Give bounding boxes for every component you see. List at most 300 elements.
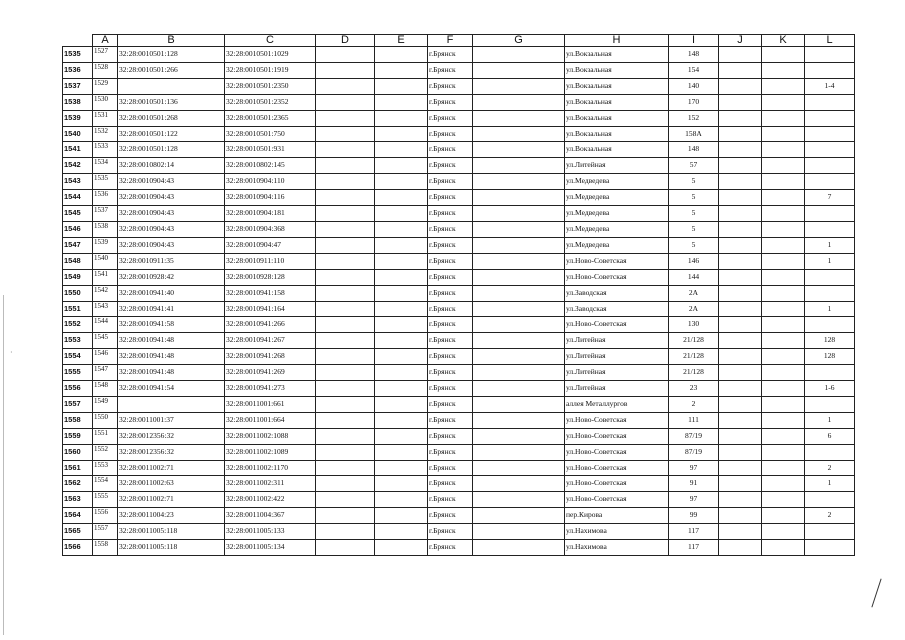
cell-c-cadastral-number[interactable]: 32:28:0011005:134 xyxy=(225,540,316,556)
cell-c-cadastral-number[interactable]: 32:28:0010501:750 xyxy=(225,126,316,142)
cell-i-house-number[interactable]: 99 xyxy=(669,508,719,524)
column-header-c[interactable]: C xyxy=(225,35,316,47)
cell-g[interactable] xyxy=(473,333,565,349)
cell-l-apartment[interactable] xyxy=(805,158,855,174)
cell-l-apartment[interactable] xyxy=(805,540,855,556)
cell-a[interactable]: 1544 xyxy=(93,317,118,333)
cell-k[interactable] xyxy=(762,253,805,269)
cell-f-city[interactable]: г.Брянск xyxy=(428,508,473,524)
cell-f-city[interactable]: г.Брянск xyxy=(428,126,473,142)
cell-e[interactable] xyxy=(375,237,428,253)
cell-e[interactable] xyxy=(375,444,428,460)
cell-b-cadastral-number[interactable]: 32:28:0010904:43 xyxy=(118,206,225,222)
cell-i-house-number[interactable]: 97 xyxy=(669,492,719,508)
cell-c-cadastral-number[interactable]: 32:28:0010904:368 xyxy=(225,221,316,237)
cell-d[interactable] xyxy=(316,142,375,158)
row-header[interactable]: 1548 xyxy=(63,253,93,269)
cell-i-house-number[interactable]: 154 xyxy=(669,62,719,78)
cell-b-cadastral-number[interactable]: 32:28:0011002:63 xyxy=(118,476,225,492)
cell-f-city[interactable]: г.Брянск xyxy=(428,349,473,365)
cell-i-house-number[interactable]: 5 xyxy=(669,221,719,237)
cell-k[interactable] xyxy=(762,508,805,524)
cell-a[interactable]: 1531 xyxy=(93,110,118,126)
cell-i-house-number[interactable]: 148 xyxy=(669,47,719,63)
cell-k[interactable] xyxy=(762,206,805,222)
cell-i-house-number[interactable]: 144 xyxy=(669,269,719,285)
cell-h-street[interactable]: ул.Медведева xyxy=(565,221,669,237)
row-header[interactable]: 1547 xyxy=(63,237,93,253)
cell-l-apartment[interactable] xyxy=(805,492,855,508)
cell-h-street[interactable]: ул.Вокзальная xyxy=(565,94,669,110)
cell-c-cadastral-number[interactable]: 32:28:0010941:268 xyxy=(225,349,316,365)
cell-d[interactable] xyxy=(316,365,375,381)
cell-c-cadastral-number[interactable]: 32:28:0010941:267 xyxy=(225,333,316,349)
cell-e[interactable] xyxy=(375,269,428,285)
cell-l-apartment[interactable]: 1 xyxy=(805,253,855,269)
cell-h-street[interactable]: ул.Медведева xyxy=(565,206,669,222)
cell-k[interactable] xyxy=(762,190,805,206)
cell-b-cadastral-number[interactable]: 32:28:0011005:118 xyxy=(118,524,225,540)
cell-k[interactable] xyxy=(762,221,805,237)
cell-j[interactable] xyxy=(719,94,762,110)
cell-e[interactable] xyxy=(375,110,428,126)
cell-l-apartment[interactable]: 128 xyxy=(805,349,855,365)
cell-g[interactable] xyxy=(473,269,565,285)
cell-d[interactable] xyxy=(316,540,375,556)
cell-d[interactable] xyxy=(316,237,375,253)
cell-i-house-number[interactable]: 5 xyxy=(669,190,719,206)
cell-e[interactable] xyxy=(375,524,428,540)
row-header[interactable]: 1549 xyxy=(63,269,93,285)
cell-d[interactable] xyxy=(316,269,375,285)
cell-g[interactable] xyxy=(473,285,565,301)
cell-b-cadastral-number[interactable]: 32:28:0010941:40 xyxy=(118,285,225,301)
cell-e[interactable] xyxy=(375,301,428,317)
cell-l-apartment[interactable]: 2 xyxy=(805,508,855,524)
cell-b-cadastral-number[interactable]: 32:28:0011001:37 xyxy=(118,412,225,428)
cell-j[interactable] xyxy=(719,508,762,524)
cell-f-city[interactable]: г.Брянск xyxy=(428,206,473,222)
cell-l-apartment[interactable] xyxy=(805,317,855,333)
cell-f-city[interactable]: г.Брянск xyxy=(428,269,473,285)
cell-a[interactable]: 1532 xyxy=(93,126,118,142)
cell-a[interactable]: 1538 xyxy=(93,221,118,237)
cell-e[interactable] xyxy=(375,94,428,110)
cell-j[interactable] xyxy=(719,381,762,397)
cell-e[interactable] xyxy=(375,174,428,190)
cell-j[interactable] xyxy=(719,460,762,476)
cell-a[interactable]: 1534 xyxy=(93,158,118,174)
cell-e[interactable] xyxy=(375,221,428,237)
row-header[interactable]: 1554 xyxy=(63,349,93,365)
cell-k[interactable] xyxy=(762,78,805,94)
column-header-j[interactable]: J xyxy=(719,35,762,47)
column-header-a[interactable]: A xyxy=(93,35,118,47)
cell-g[interactable] xyxy=(473,62,565,78)
column-header-h[interactable]: H xyxy=(565,35,669,47)
cell-g[interactable] xyxy=(473,190,565,206)
cell-b-cadastral-number[interactable]: 32:28:0010941:48 xyxy=(118,349,225,365)
column-header-k[interactable]: K xyxy=(762,35,805,47)
cell-a[interactable]: 1542 xyxy=(93,285,118,301)
cell-l-apartment[interactable] xyxy=(805,110,855,126)
cell-i-house-number[interactable]: 5 xyxy=(669,237,719,253)
cell-d[interactable] xyxy=(316,396,375,412)
cell-e[interactable] xyxy=(375,365,428,381)
cell-c-cadastral-number[interactable]: 32:28:0011005:133 xyxy=(225,524,316,540)
cell-k[interactable] xyxy=(762,237,805,253)
row-header[interactable]: 1558 xyxy=(63,412,93,428)
cell-i-house-number[interactable]: 2А xyxy=(669,285,719,301)
cell-g[interactable] xyxy=(473,126,565,142)
cell-j[interactable] xyxy=(719,269,762,285)
cell-g[interactable] xyxy=(473,428,565,444)
cell-a[interactable]: 1537 xyxy=(93,206,118,222)
cell-g[interactable] xyxy=(473,174,565,190)
cell-h-street[interactable]: ул.Литейная xyxy=(565,333,669,349)
cell-l-apartment[interactable] xyxy=(805,269,855,285)
cell-g[interactable] xyxy=(473,78,565,94)
cell-g[interactable] xyxy=(473,460,565,476)
cell-d[interactable] xyxy=(316,412,375,428)
cell-f-city[interactable]: г.Брянск xyxy=(428,78,473,94)
cell-h-street[interactable]: ул.Литейная xyxy=(565,349,669,365)
cell-b-cadastral-number[interactable]: 32:28:0010904:43 xyxy=(118,190,225,206)
row-header[interactable]: 1543 xyxy=(63,174,93,190)
cell-d[interactable] xyxy=(316,174,375,190)
cell-k[interactable] xyxy=(762,365,805,381)
row-header[interactable]: 1552 xyxy=(63,317,93,333)
cell-a[interactable]: 1533 xyxy=(93,142,118,158)
row-header[interactable]: 1544 xyxy=(63,190,93,206)
cell-h-street[interactable]: ул.Нахимова xyxy=(565,540,669,556)
cell-i-house-number[interactable]: 130 xyxy=(669,317,719,333)
cell-i-house-number[interactable]: 140 xyxy=(669,78,719,94)
row-header[interactable]: 1536 xyxy=(63,62,93,78)
cell-h-street[interactable]: пер.Кирова xyxy=(565,508,669,524)
cell-b-cadastral-number[interactable] xyxy=(118,78,225,94)
cell-g[interactable] xyxy=(473,110,565,126)
cell-b-cadastral-number[interactable]: 32:28:0010501:128 xyxy=(118,142,225,158)
cell-j[interactable] xyxy=(719,396,762,412)
cell-g[interactable] xyxy=(473,237,565,253)
cell-f-city[interactable]: г.Брянск xyxy=(428,444,473,460)
cell-c-cadastral-number[interactable]: 32:28:0010501:931 xyxy=(225,142,316,158)
cell-d[interactable] xyxy=(316,285,375,301)
cell-a[interactable]: 1545 xyxy=(93,333,118,349)
cell-a[interactable]: 1530 xyxy=(93,94,118,110)
cell-f-city[interactable]: г.Брянск xyxy=(428,333,473,349)
cell-h-street[interactable]: ул.Заводская xyxy=(565,301,669,317)
cell-i-house-number[interactable]: 2А xyxy=(669,301,719,317)
cell-i-house-number[interactable]: 170 xyxy=(669,94,719,110)
cell-k[interactable] xyxy=(762,142,805,158)
row-header[interactable]: 1550 xyxy=(63,285,93,301)
cell-a[interactable]: 1528 xyxy=(93,62,118,78)
cell-h-street[interactable]: ул.Литейная xyxy=(565,158,669,174)
cell-j[interactable] xyxy=(719,47,762,63)
cell-c-cadastral-number[interactable]: 32:28:0010941:158 xyxy=(225,285,316,301)
cell-b-cadastral-number[interactable]: 32:28:0010911:35 xyxy=(118,253,225,269)
cell-f-city[interactable]: г.Брянск xyxy=(428,540,473,556)
cell-b-cadastral-number[interactable]: 32:28:0010501:268 xyxy=(118,110,225,126)
cell-i-house-number[interactable]: 117 xyxy=(669,540,719,556)
cell-e[interactable] xyxy=(375,285,428,301)
cell-e[interactable] xyxy=(375,412,428,428)
cell-i-house-number[interactable]: 117 xyxy=(669,524,719,540)
cell-d[interactable] xyxy=(316,301,375,317)
cell-a[interactable]: 1543 xyxy=(93,301,118,317)
column-header-g[interactable]: G xyxy=(473,35,565,47)
cell-b-cadastral-number[interactable]: 32:28:0010941:54 xyxy=(118,381,225,397)
cell-c-cadastral-number[interactable]: 32:28:0010941:273 xyxy=(225,381,316,397)
cell-d[interactable] xyxy=(316,190,375,206)
cell-f-city[interactable]: г.Брянск xyxy=(428,412,473,428)
cell-e[interactable] xyxy=(375,381,428,397)
row-header[interactable]: 1542 xyxy=(63,158,93,174)
cell-i-house-number[interactable]: 146 xyxy=(669,253,719,269)
cell-j[interactable] xyxy=(719,62,762,78)
cell-l-apartment[interactable]: 1 xyxy=(805,476,855,492)
cell-b-cadastral-number[interactable]: 32:28:0010501:128 xyxy=(118,47,225,63)
cell-a[interactable]: 1540 xyxy=(93,253,118,269)
cell-k[interactable] xyxy=(762,492,805,508)
cell-h-street[interactable]: ул.Ново-Советская xyxy=(565,460,669,476)
cell-h-street[interactable]: ул.Вокзальная xyxy=(565,110,669,126)
cell-k[interactable] xyxy=(762,524,805,540)
cell-b-cadastral-number[interactable]: 32:28:0010941:58 xyxy=(118,317,225,333)
cell-f-city[interactable]: г.Брянск xyxy=(428,142,473,158)
cell-k[interactable] xyxy=(762,349,805,365)
cell-c-cadastral-number[interactable]: 32:28:0010501:1029 xyxy=(225,47,316,63)
cell-g[interactable] xyxy=(473,396,565,412)
cell-e[interactable] xyxy=(375,47,428,63)
cell-d[interactable] xyxy=(316,333,375,349)
cell-c-cadastral-number[interactable]: 32:28:0010501:2350 xyxy=(225,78,316,94)
cell-g[interactable] xyxy=(473,381,565,397)
cell-a[interactable]: 1536 xyxy=(93,190,118,206)
cell-f-city[interactable]: г.Брянск xyxy=(428,110,473,126)
cell-c-cadastral-number[interactable]: 32:28:0010904:116 xyxy=(225,190,316,206)
cell-e[interactable] xyxy=(375,317,428,333)
cell-i-house-number[interactable]: 158А xyxy=(669,126,719,142)
cell-f-city[interactable]: г.Брянск xyxy=(428,396,473,412)
cell-a[interactable]: 1541 xyxy=(93,269,118,285)
cell-k[interactable] xyxy=(762,47,805,63)
cell-k[interactable] xyxy=(762,428,805,444)
cell-i-house-number[interactable]: 5 xyxy=(669,174,719,190)
cell-k[interactable] xyxy=(762,62,805,78)
cell-b-cadastral-number[interactable]: 32:28:0010802:14 xyxy=(118,158,225,174)
cell-g[interactable] xyxy=(473,94,565,110)
cell-g[interactable] xyxy=(473,476,565,492)
cell-i-house-number[interactable]: 21/128 xyxy=(669,333,719,349)
cell-c-cadastral-number[interactable]: 32:28:0010911:110 xyxy=(225,253,316,269)
cell-f-city[interactable]: г.Брянск xyxy=(428,47,473,63)
cell-j[interactable] xyxy=(719,412,762,428)
row-header[interactable]: 1565 xyxy=(63,524,93,540)
cell-a[interactable]: 1553 xyxy=(93,460,118,476)
cell-a[interactable]: 1548 xyxy=(93,381,118,397)
cell-b-cadastral-number[interactable]: 32:28:0012356:32 xyxy=(118,444,225,460)
cell-c-cadastral-number[interactable]: 32:28:0011004:367 xyxy=(225,508,316,524)
cell-k[interactable] xyxy=(762,110,805,126)
cell-f-city[interactable]: г.Брянск xyxy=(428,460,473,476)
cell-k[interactable] xyxy=(762,285,805,301)
cell-k[interactable] xyxy=(762,94,805,110)
cell-k[interactable] xyxy=(762,381,805,397)
cell-g[interactable] xyxy=(473,206,565,222)
cell-i-house-number[interactable]: 111 xyxy=(669,412,719,428)
cell-h-street[interactable]: ул.Ново-Советская xyxy=(565,428,669,444)
cell-j[interactable] xyxy=(719,285,762,301)
cell-e[interactable] xyxy=(375,492,428,508)
cell-a[interactable]: 1551 xyxy=(93,428,118,444)
cell-a[interactable]: 1549 xyxy=(93,396,118,412)
cell-h-street[interactable]: ул.Ново-Советская xyxy=(565,476,669,492)
cell-e[interactable] xyxy=(375,540,428,556)
cell-a[interactable]: 1539 xyxy=(93,237,118,253)
cell-i-house-number[interactable]: 148 xyxy=(669,142,719,158)
cell-l-apartment[interactable] xyxy=(805,524,855,540)
cell-h-street[interactable]: ул.Медведева xyxy=(565,174,669,190)
cell-l-apartment[interactable]: 128 xyxy=(805,333,855,349)
cell-h-street[interactable]: ул.Вокзальная xyxy=(565,62,669,78)
cell-l-apartment[interactable] xyxy=(805,62,855,78)
row-header[interactable]: 1566 xyxy=(63,540,93,556)
cell-d[interactable] xyxy=(316,206,375,222)
cell-f-city[interactable]: г.Брянск xyxy=(428,492,473,508)
cell-e[interactable] xyxy=(375,142,428,158)
row-header[interactable]: 1557 xyxy=(63,396,93,412)
cell-h-street[interactable]: ул.Вокзальная xyxy=(565,47,669,63)
cell-c-cadastral-number[interactable]: 32:28:0010904:181 xyxy=(225,206,316,222)
cell-a[interactable]: 1547 xyxy=(93,365,118,381)
cell-a[interactable]: 1555 xyxy=(93,492,118,508)
row-header[interactable]: 1546 xyxy=(63,221,93,237)
cell-d[interactable] xyxy=(316,524,375,540)
cell-e[interactable] xyxy=(375,428,428,444)
cell-b-cadastral-number[interactable]: 32:28:0011005:118 xyxy=(118,540,225,556)
cell-h-street[interactable]: ул.Вокзальная xyxy=(565,78,669,94)
cell-e[interactable] xyxy=(375,190,428,206)
cell-c-cadastral-number[interactable]: 32:28:0010501:1919 xyxy=(225,62,316,78)
cell-c-cadastral-number[interactable]: 32:28:0010802:145 xyxy=(225,158,316,174)
cell-b-cadastral-number[interactable]: 32:28:0010904:43 xyxy=(118,237,225,253)
row-header[interactable]: 1563 xyxy=(63,492,93,508)
cell-g[interactable] xyxy=(473,540,565,556)
cell-l-apartment[interactable] xyxy=(805,142,855,158)
cell-j[interactable] xyxy=(719,253,762,269)
cell-b-cadastral-number[interactable]: 32:28:0010941:48 xyxy=(118,333,225,349)
row-header[interactable]: 1556 xyxy=(63,381,93,397)
cell-j[interactable] xyxy=(719,301,762,317)
cell-a[interactable]: 1556 xyxy=(93,508,118,524)
row-header[interactable]: 1541 xyxy=(63,142,93,158)
cell-c-cadastral-number[interactable]: 32:28:0010904:47 xyxy=(225,237,316,253)
cell-i-house-number[interactable]: 21/128 xyxy=(669,365,719,381)
cell-f-city[interactable]: г.Брянск xyxy=(428,174,473,190)
cell-k[interactable] xyxy=(762,540,805,556)
cell-h-street[interactable]: ул.Медведева xyxy=(565,190,669,206)
column-header-l[interactable]: L xyxy=(805,35,855,47)
column-header-e[interactable]: E xyxy=(375,35,428,47)
cell-b-cadastral-number[interactable]: 32:28:0010904:43 xyxy=(118,221,225,237)
cell-a[interactable]: 1552 xyxy=(93,444,118,460)
cell-f-city[interactable]: г.Брянск xyxy=(428,317,473,333)
cell-c-cadastral-number[interactable]: 32:28:0010941:164 xyxy=(225,301,316,317)
cell-g[interactable] xyxy=(473,365,565,381)
cell-d[interactable] xyxy=(316,508,375,524)
cell-f-city[interactable]: г.Брянск xyxy=(428,62,473,78)
cell-c-cadastral-number[interactable]: 32:28:0011002:311 xyxy=(225,476,316,492)
cell-g[interactable] xyxy=(473,221,565,237)
cell-f-city[interactable]: г.Брянск xyxy=(428,428,473,444)
cell-f-city[interactable]: г.Брянск xyxy=(428,94,473,110)
cell-g[interactable] xyxy=(473,47,565,63)
cell-j[interactable] xyxy=(719,221,762,237)
cell-h-street[interactable]: ул.Ново-Советская xyxy=(565,253,669,269)
cell-b-cadastral-number[interactable]: 32:28:0010501:266 xyxy=(118,62,225,78)
cell-i-house-number[interactable]: 23 xyxy=(669,381,719,397)
cell-b-cadastral-number[interactable] xyxy=(118,396,225,412)
cell-j[interactable] xyxy=(719,428,762,444)
cell-l-apartment[interactable]: 2 xyxy=(805,460,855,476)
cell-h-street[interactable]: ул.Ново-Советская xyxy=(565,492,669,508)
cell-e[interactable] xyxy=(375,158,428,174)
row-header[interactable]: 1560 xyxy=(63,444,93,460)
cell-f-city[interactable]: г.Брянск xyxy=(428,524,473,540)
column-header-b[interactable]: B xyxy=(118,35,225,47)
cell-l-apartment[interactable] xyxy=(805,221,855,237)
cell-d[interactable] xyxy=(316,94,375,110)
cell-d[interactable] xyxy=(316,444,375,460)
cell-h-street[interactable]: аллея Металлургов xyxy=(565,396,669,412)
cell-l-apartment[interactable]: 7 xyxy=(805,190,855,206)
cell-j[interactable] xyxy=(719,78,762,94)
cell-f-city[interactable]: г.Брянск xyxy=(428,237,473,253)
cell-e[interactable] xyxy=(375,396,428,412)
cell-k[interactable] xyxy=(762,396,805,412)
row-header[interactable]: 1551 xyxy=(63,301,93,317)
cell-l-apartment[interactable] xyxy=(805,174,855,190)
cell-k[interactable] xyxy=(762,444,805,460)
cell-l-apartment[interactable] xyxy=(805,396,855,412)
cell-i-house-number[interactable]: 91 xyxy=(669,476,719,492)
cell-d[interactable] xyxy=(316,317,375,333)
cell-k[interactable] xyxy=(762,269,805,285)
cell-l-apartment[interactable] xyxy=(805,126,855,142)
cell-d[interactable] xyxy=(316,428,375,444)
cell-d[interactable] xyxy=(316,476,375,492)
cell-g[interactable] xyxy=(473,158,565,174)
cell-a[interactable]: 1527 xyxy=(93,47,118,63)
cell-c-cadastral-number[interactable]: 32:28:0010501:2365 xyxy=(225,110,316,126)
cell-f-city[interactable]: г.Брянск xyxy=(428,476,473,492)
cell-a[interactable]: 1557 xyxy=(93,524,118,540)
cell-g[interactable] xyxy=(473,142,565,158)
cell-i-house-number[interactable]: 21/128 xyxy=(669,349,719,365)
cell-l-apartment[interactable] xyxy=(805,365,855,381)
cell-j[interactable] xyxy=(719,126,762,142)
cell-a[interactable]: 1535 xyxy=(93,174,118,190)
cell-j[interactable] xyxy=(719,540,762,556)
row-header[interactable]: 1539 xyxy=(63,110,93,126)
cell-f-city[interactable]: г.Брянск xyxy=(428,365,473,381)
cell-b-cadastral-number[interactable]: 32:28:0012356:32 xyxy=(118,428,225,444)
cell-e[interactable] xyxy=(375,333,428,349)
cell-l-apartment[interactable] xyxy=(805,285,855,301)
